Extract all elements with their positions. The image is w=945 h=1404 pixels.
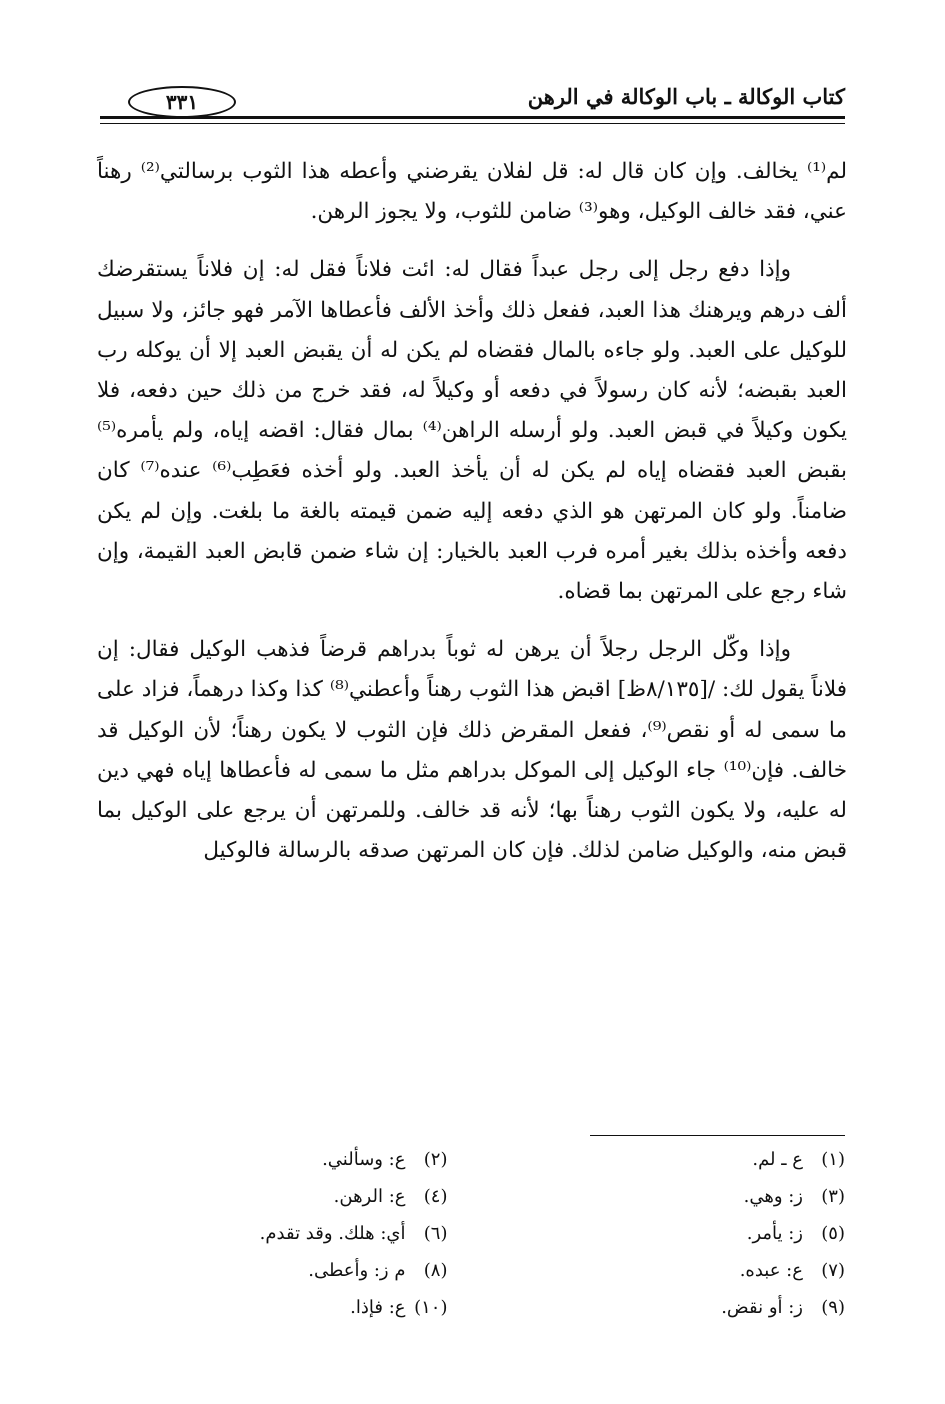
paragraph: لم⁽¹⁾ يخالف. وإن كان قال له: قل لفلان يقرضني وأعطه هذا الثوب برسالتي⁽²⁾ رهناً عني، فقد خالف الوكيل، وهو⁽³⁾ ضامن للثوب، ولا يجوز الرهن.	[97, 159, 847, 225]
footnote-text: ع: الرهن.	[333, 1186, 406, 1207]
footnote-number: (٦)	[423, 1223, 448, 1244]
header-rule-thick	[100, 116, 845, 119]
footnote-number: (١)	[821, 1149, 845, 1170]
footnote-number: (١٠)	[414, 1297, 448, 1318]
footnote-text: ع: فإذا.	[350, 1297, 406, 1318]
footnote-number: (٣)	[821, 1186, 845, 1207]
page-number: ٣٣١	[128, 86, 236, 118]
footnote-separator	[590, 1135, 845, 1136]
footnote	[100, 1297, 448, 1334]
footnote-row	[100, 1260, 845, 1297]
footnote-number: (٩)	[821, 1297, 845, 1318]
footnote-row	[100, 1223, 845, 1260]
footnote	[100, 1223, 448, 1260]
footnote	[100, 1149, 448, 1186]
footnote-number: (٥)	[821, 1223, 845, 1244]
footnote-row	[100, 1186, 845, 1223]
footnote-number: (٢)	[423, 1149, 448, 1170]
body-text	[97, 152, 847, 871]
header-rule-thin	[100, 123, 845, 124]
running-head	[100, 82, 845, 126]
footnote	[498, 1149, 846, 1186]
paragraph: وإذا وكّل الرجل رجلاً أن يرهن له ثوباً بدراهم قرضاً فذهب الوكيل فقال: إن فلاناً يقول لك: /[٨/١٣٥ظ] اقبض هذا الثوب رهناً وأعطني⁽⁸⁾ كذا وكذا درهماً، فزاد على ما سمى له أو نقص⁽⁹⁾، ففعل المقرض ذلك فإن الثوب لا يكون رهناً؛ لأن الوكيل قد خالف. فإن⁽¹⁰⁾ جاء الوكيل إلى الموكل بدراهم مثل ما سمى له فأعطاها إياه فهي دين له عليه، ولا يكون الثوب رهناً بها؛ لأنه قد خالف. وللمرتهن أن يرجع على الوكيل بما قبض منه، والوكيل ضامن لذلك. فإن كان المرتهن صدقه بالرسالة فالوكيل	[97, 637, 848, 864]
footnote	[498, 1260, 846, 1297]
running-title: كتاب الوكالة ـ باب الوكالة في الرهن	[527, 84, 845, 109]
footnote-number: (٧)	[821, 1260, 845, 1281]
footnote-text: ز: وهي.	[743, 1186, 803, 1207]
footnote-row	[100, 1149, 845, 1186]
footnote-row	[100, 1297, 845, 1334]
footnote-text: ع: عبده.	[739, 1260, 803, 1281]
footnote	[100, 1186, 448, 1223]
footnotes	[100, 1149, 845, 1334]
footnote-number: (٤)	[423, 1186, 448, 1207]
footnote	[100, 1260, 448, 1297]
footnote-text: ع: وسألني.	[322, 1149, 406, 1170]
footnote-text: م ز: وأعطى.	[308, 1260, 406, 1281]
footnote-text: ز: يأمر.	[746, 1223, 803, 1244]
footnote	[498, 1186, 846, 1223]
footnote-text: أي: هلك. وقد تقدم.	[259, 1223, 406, 1244]
footnote-text: ز: أو نقض.	[721, 1297, 803, 1318]
footnote	[498, 1223, 846, 1260]
paragraph: وإذا دفع رجل إلى رجل عبداً فقال له: ائت فلاناً فقل له: إن فلاناً يستقرضك ألف درهم ويرهنك هذا العبد، ففعل ذلك وأخذ الألف فأعطاها الآمر فهو جائز، ولا سبيل للوكيل على العبد. ولو جاءه بالمال فقضاه لم يكن له أن يقبض العبد إلا أن يوكله رب العبد بقبضه؛ لأنه كان رسولاً في دفعه أو وكيلاً له، فقد خرج من ذلك حين دفعه، فلا يكون وكيلاً في قبض العبد. ولو أرسله الراهن⁽⁴⁾ بمال فقال: اقضه إياه، ولم يأمره⁽⁵⁾ بقبض العبد فقضاه إياه لم يكن له أن يأخذ العبد. ولو أخذه فعَطِب⁽⁶⁾ عنده⁽⁷⁾ كان ضامناً. ولو كان المرتهن هو الذي دفعه إليه ضمن قيمته بالغة ما بلغت. وإن لم يكن دفعه وأخذه بذلك بغير أمره فرب العبد بالخيار: إن شاء ضمن قابض العبد القيمة، وإن شاء رجع على المرتهن بما قضاه.	[97, 257, 848, 605]
footnote-text: ع ـ لم.	[752, 1149, 803, 1170]
footnote-number: (٨)	[423, 1260, 448, 1281]
footnote	[498, 1297, 846, 1334]
